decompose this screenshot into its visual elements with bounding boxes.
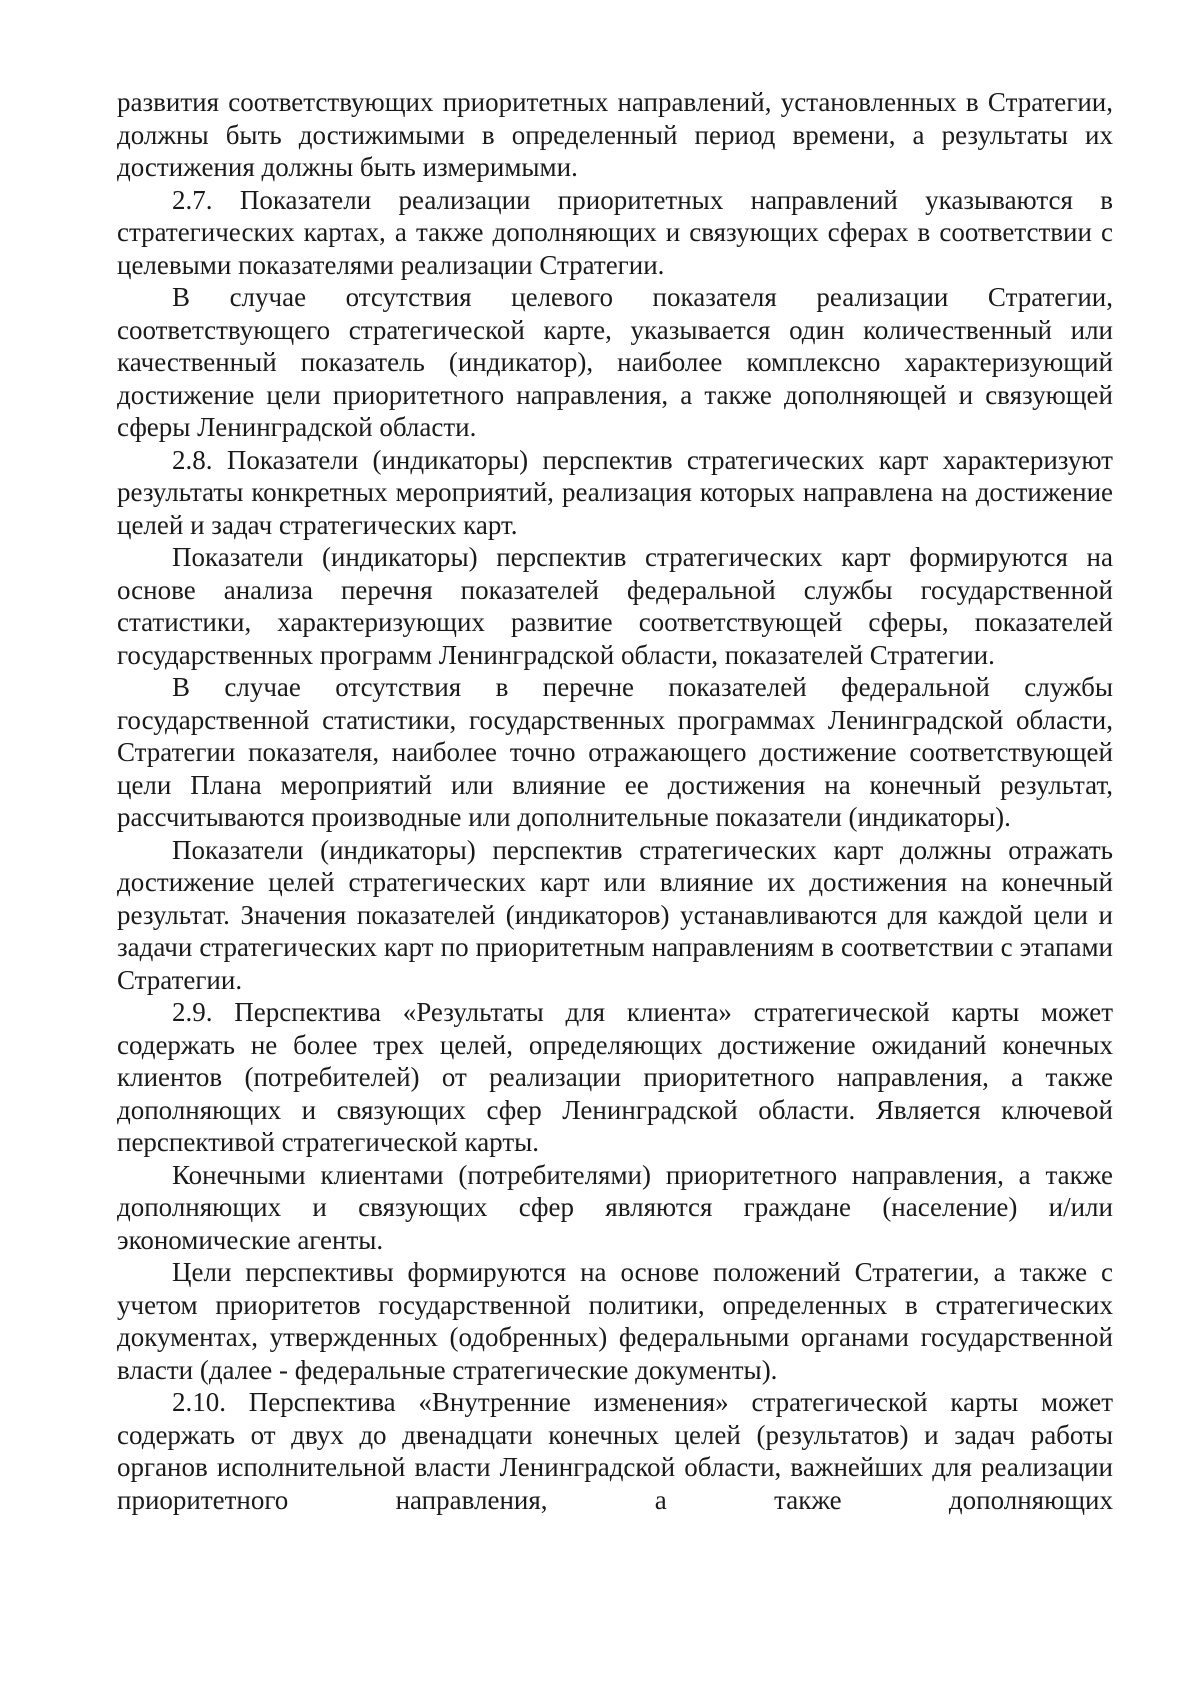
paragraph-perspective-goals: Цели перспективы формируются на основе положений Стратегии, а также с учетом приоритетов государственной политики, определенных в стратегических документах, утвержденных (одобренных) федеральными органами государственной власти (далее - федеральные стратегические документы). xyxy=(117,1257,1113,1385)
paragraph-indicators-formation: Показатели (индикаторы) перспектив стратегических карт формируются на основе анализа перечня показателей федеральной службы государственной статистики, характеризующих развитие соответствующей сферы, показателей государственных программ Ленинградской области, показателей Стратегии. xyxy=(117,542,1113,670)
paragraph-2-7: 2.7. Показатели реализации приоритетных направлений указываются в стратегических картах, а также дополняющих и связующих сферах в соответствии с целевыми показателями реализации Стратегии. xyxy=(117,184,1113,280)
paragraph-2-9: 2.9. Перспектива «Результаты для клиента» стратегической карты может содержать не более трех целей, определяющих достижение ожиданий конечных клиентов (потребителей) от реализации приоритетного направления, а также дополняющих и связующих сфер Ленинградской области. Является ключевой перспективой стратегической карты. xyxy=(117,997,1113,1157)
paragraph-indicators-reflect: Показатели (индикаторы) перспектив стратегических карт должны отражать достижение целей стратегических карт или влияние их достижения на конечный результат. Значения показателей (индикаторов) устанавливаются для каждой цели и задачи стратегических карт по приоритетным направлениям в соответствии с этапами Стратегии. xyxy=(117,834,1113,995)
paragraph-2-10: 2.10. Перспектива «Внутренние изменения» стратегической карты может содержать от двух до двенадцати конечных целей (результатов) и задач работы органов исполнительной власти Ленинградской области, важнейших для реализации приоритетного направления, а также дополняющих xyxy=(117,1387,1113,1515)
document-page xyxy=(117,86,1113,1516)
paragraph-no-target-indicator: В случае отсутствия целевого показателя реализации Стратегии, соответствующего стратегической карте, указывается один количественный или качественный показатель (индикатор), наиболее комплексно характеризующий достижение цели приоритетного направления, а также дополняющей и связующей сферы Ленинградской области. xyxy=(117,282,1113,442)
paragraph-derived-indicators: В случае отсутствия в перечне показателей федеральной службы государственной статистики, государственных программах Ленинградской области, Стратегии показателя, наиболее точно отражающего достижение соответствующей цели Плана мероприятий или влияние ее достижения на конечный результат, рассчитываются производные или дополнительные показатели (индикаторы). xyxy=(117,672,1113,832)
paragraph-2-8: 2.8. Показатели (индикаторы) перспектив стратегических карт характеризуют результаты конкретных мероприятий, реализация которых направлена на достижение целей и задач стратегических карт. xyxy=(117,444,1113,540)
paragraph-continuation: развития соответствующих приоритетных направлений, установленных в Стратегии, должны быть достижимыми в определенный период времени, а результаты их достижения должны быть измеримыми. xyxy=(117,87,1113,182)
paragraph-end-clients: Конечными клиентами (потребителями) приоритетного направления, а также дополняющих и связующих сфер являются граждане (население) и/или экономические агенты. xyxy=(117,1159,1113,1255)
